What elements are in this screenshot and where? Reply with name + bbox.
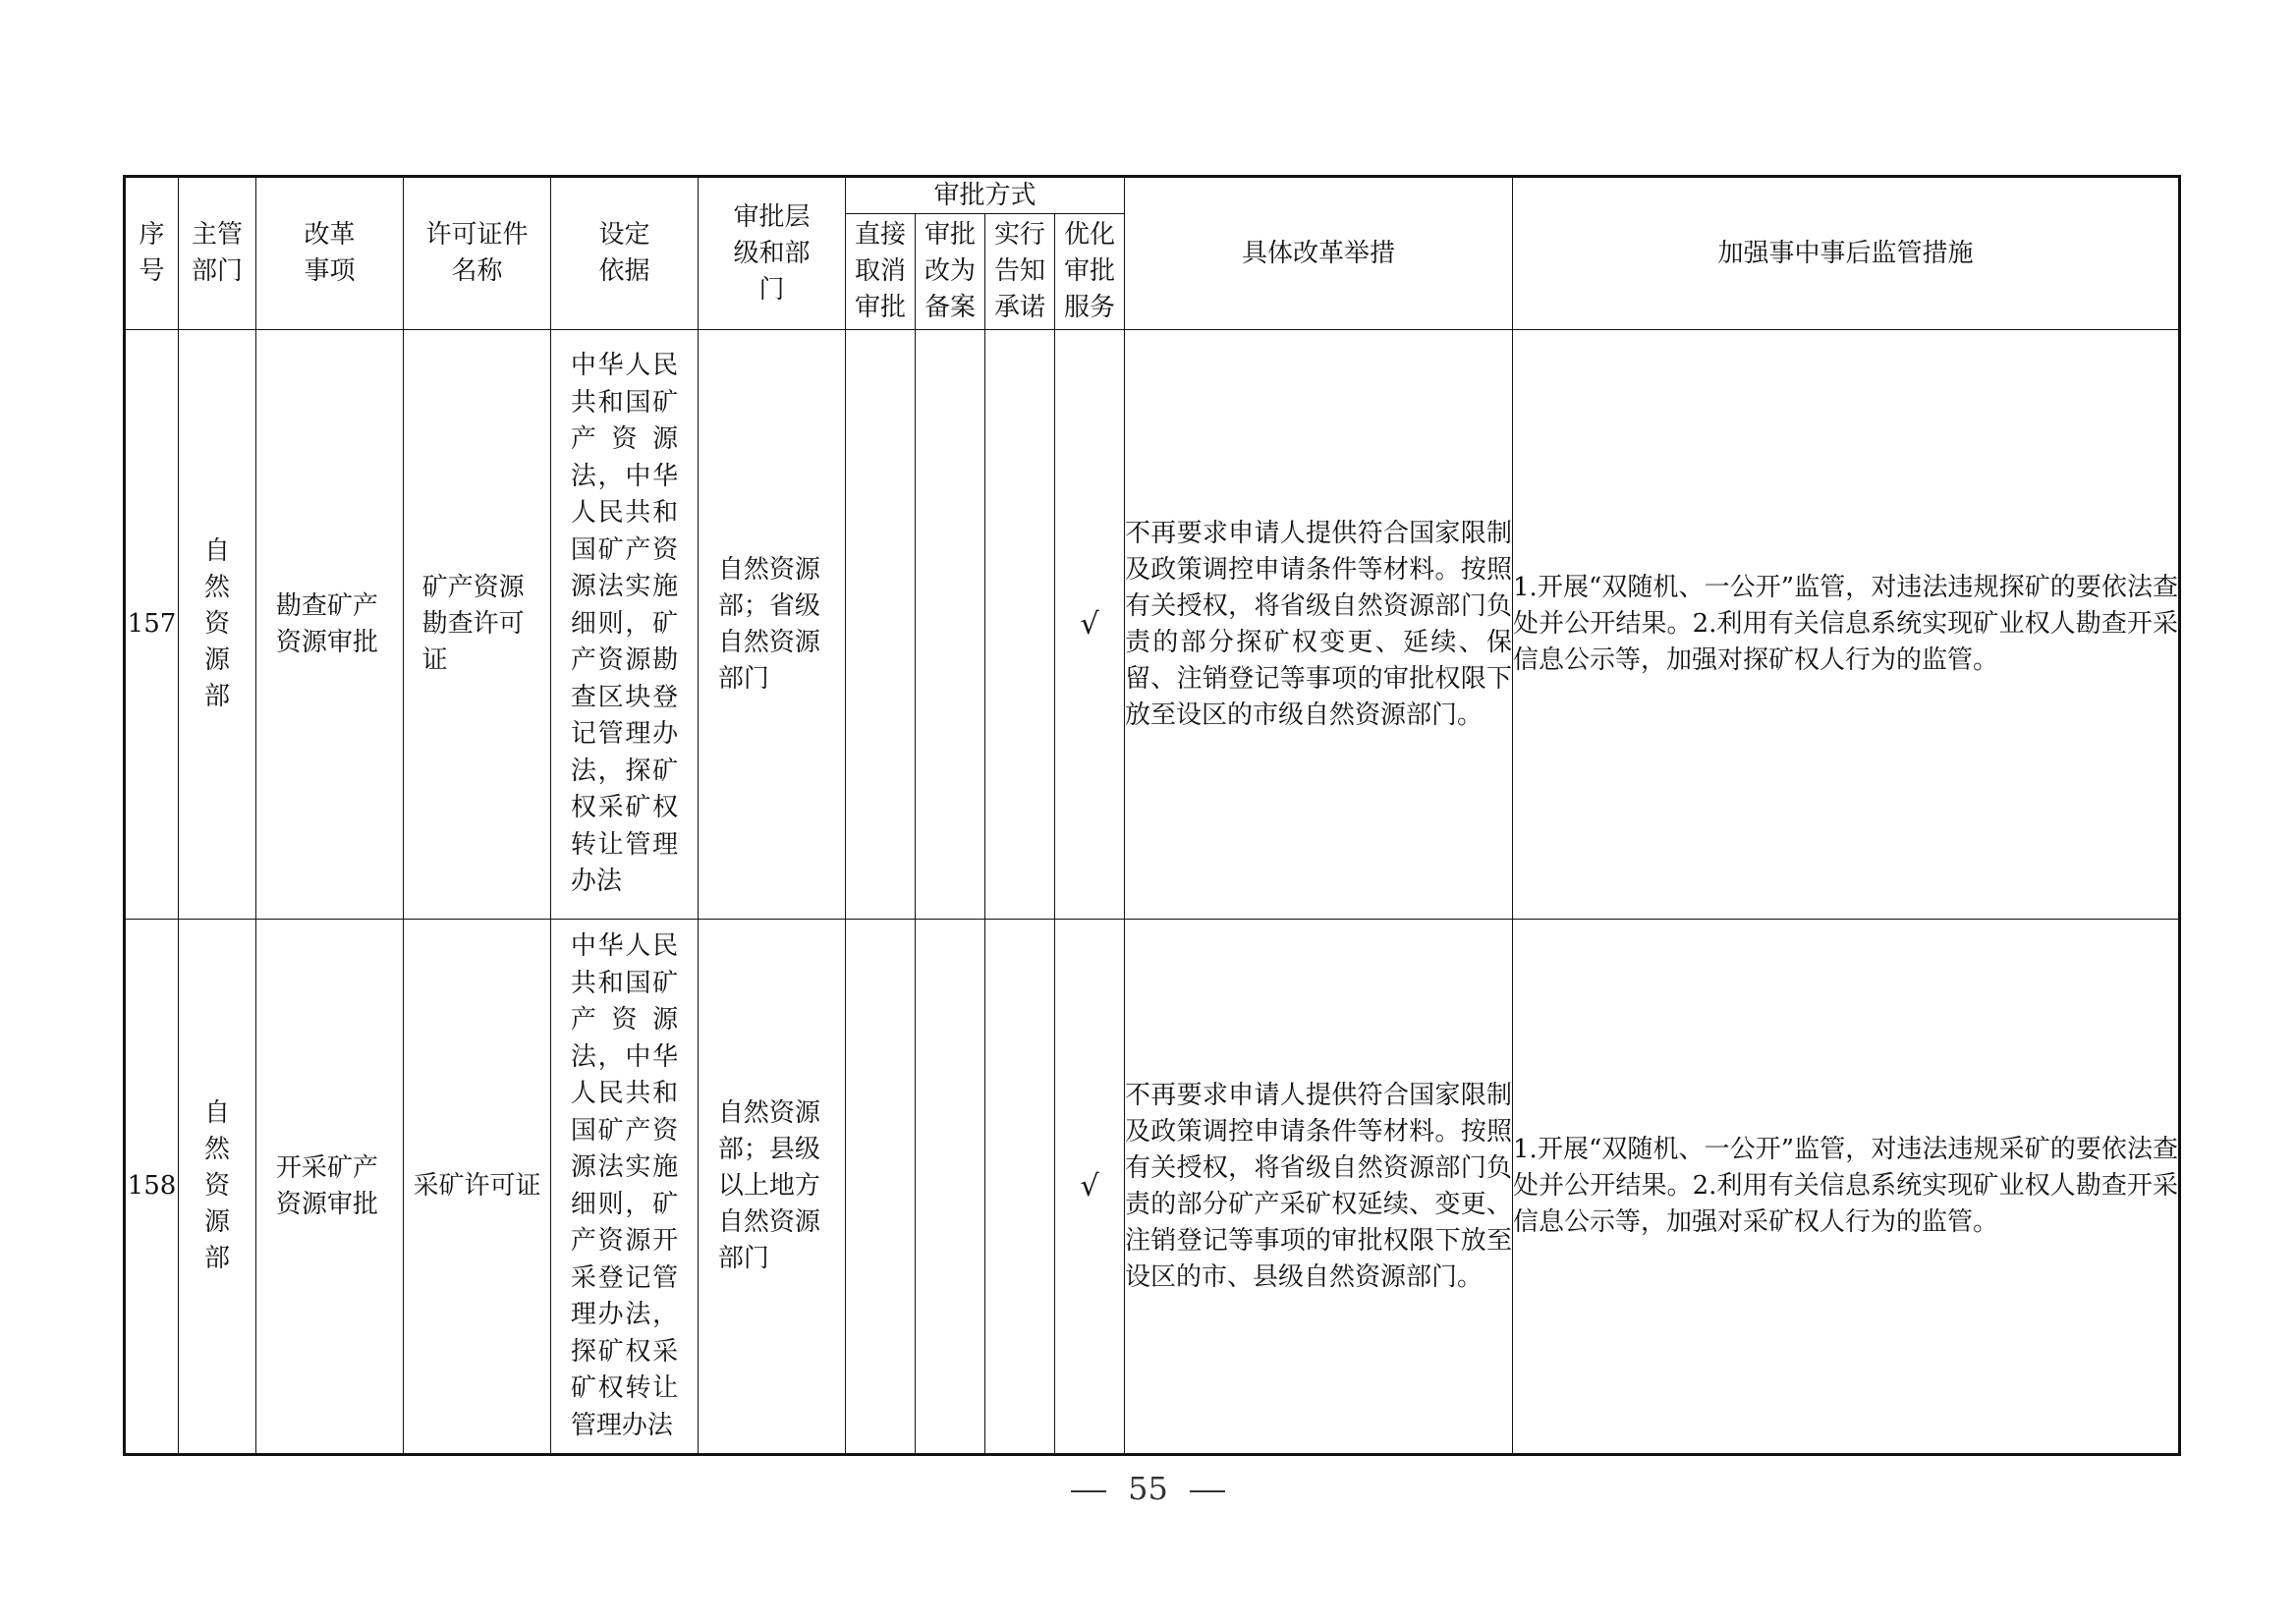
row-department: 自然资源部 — [179, 920, 256, 1455]
row-method-promise — [985, 330, 1055, 920]
row-measures: 不再要求申请人提供符合国家限制及政策调控申请条件等材料。按照有关授权，将省级自然资源部门负责的部分探矿权变更、延续、保留、注销登记等事项的审批权限下放至设区的市级自然资源部门。 — [1125, 330, 1513, 920]
page-dash-left — [1071, 1490, 1106, 1492]
header-index: 序号 — [125, 177, 179, 330]
row-level: 自然资源部；县级以上地方自然资源部门 — [699, 920, 846, 1455]
row-item: 勘查矿产资源审批 — [256, 330, 404, 920]
row-method-optimize: √ — [1055, 920, 1125, 1455]
header-method-optimize: 优化审批服务 — [1055, 214, 1125, 330]
page-number — [0, 1470, 2296, 1507]
row-index: 157 — [125, 330, 179, 920]
row-item: 开采矿产资源审批 — [256, 920, 404, 1455]
page-number-text: 55 — [1128, 1470, 1168, 1507]
row-method-cancel — [846, 920, 916, 1455]
header-method-promise: 实行告知承诺 — [985, 214, 1055, 330]
row-measures: 不再要求申请人提供符合国家限制及政策调控申请条件等材料。按照有关授权，将省级自然资源部门负责的部分矿产采矿权延续、变更、注销登记等事项的审批权限下放至设区的市、县级自然资源部门。 — [1125, 920, 1513, 1455]
row-basis: 中华人民共和国矿产资源法，中华人民共和国矿产资源法实施细则，矿产资源开采登记管理办法，探矿权采矿权转让管理办法 — [551, 920, 699, 1455]
row-license-name: 矿产资源勘查许可证 — [404, 330, 551, 920]
header-item: 改革事项 — [256, 177, 404, 330]
header-approval-method: 审批方式 — [846, 177, 1125, 214]
row-basis: 中华人民共和国矿产资源法，中华人民共和国矿产资源法实施细则，矿产资源勘查区块登记管理办法，探矿权采矿权转让管理办法 — [551, 330, 699, 920]
row-index: 158 — [125, 920, 179, 1455]
table-row — [125, 920, 2180, 1455]
row-level: 自然资源部；省级自然资源部门 — [699, 330, 846, 920]
header-license-name: 许可证件名称 — [404, 177, 551, 330]
header-level: 审批层级和部门 — [699, 177, 846, 330]
row-supervision: 1.开展“双随机、一公开”监管，对违法违规探矿的要依法查处并公开结果。2.利用有关信息系统实现矿业权人勘查开采信息公示等，加强对探矿权人行为的监管。 — [1513, 330, 2180, 920]
reform-table — [123, 175, 2181, 1456]
header-method-record: 审批改为备案 — [916, 214, 985, 330]
header-measures: 具体改革举措 — [1125, 177, 1513, 330]
row-department: 自然资源部 — [179, 330, 256, 920]
header-supervision: 加强事中事后监管措施 — [1513, 177, 2180, 330]
row-supervision: 1.开展“双随机、一公开”监管，对违法违规采矿的要依法查处并公开结果。2.利用有关信息系统实现矿业权人勘查开采信息公示等，加强对采矿权人行为的监管。 — [1513, 920, 2180, 1455]
header-basis: 设定依据 — [551, 177, 699, 330]
header-department: 主管部门 — [179, 177, 256, 330]
row-method-record — [916, 330, 985, 920]
row-method-cancel — [846, 330, 916, 920]
row-method-optimize: √ — [1055, 330, 1125, 920]
row-license-name: 采矿许可证 — [404, 920, 551, 1455]
table-row — [125, 330, 2180, 920]
header-method-cancel: 直接取消审批 — [846, 214, 916, 330]
row-method-record — [916, 920, 985, 1455]
page-dash-right — [1190, 1490, 1225, 1492]
row-method-promise — [985, 920, 1055, 1455]
